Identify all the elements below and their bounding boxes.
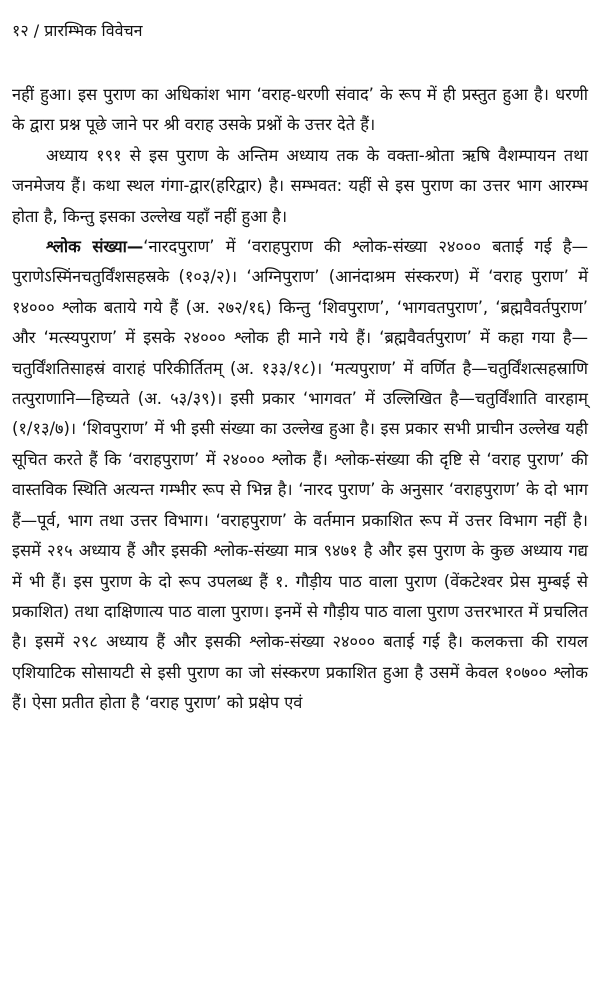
running-head: १२ / प्रारम्भिक विवेचन [12,21,143,40]
section-heading: श्लोक संख्या— [46,237,144,257]
paragraph-shloka-sankhya [12,232,588,719]
paragraph-continuation: नहीं हुआ। इस पुराण का अधिकांश भाग ‘वराह-धरणी संवाद’ के रूप में ही प्रस्तुत हुआ है। धरणी के द्वारा प्रश्न पूछे जाने पर श्री वराह उसके प्रश्नों के उत्तर देते हैं। [12,85,588,135]
paragraph-adhyaya: अध्याय १९१ से इस पुराण के अन्तिम अध्याय तक के वक्ता-श्रोता ऋषि वैशम्पायन तथा जनमेजय हैं। कथा स्थल गंगा-द्वार(हरिद्वार) है। सम्भवत: यहीं से इस पुराण का उत्तर भाग आरम्भ होता है, किन्तु इसका उल्लेख यहाँ नहीं हुआ है। [12,145,588,226]
body-text [12,80,588,719]
paragraph-text: ‘नारदपुराण’ में ‘वराहपुराण की श्लोक-संख्या २४००० बताई गई है—पुराणेऽस्मिंनचतुर्विंशसहस्रके (१०३/२)। ‘अग्निपुराण’ (आनंदाश्रम संस्करण) में ‘वराह पुराण’ में १४००० श्लोक बताये गये हैं (अ. २७२/१६) किन्तु ‘शिवपुराण’, ‘भागवतपुराण’, ‘ब्रह्मवैवर्तपुराण’ और ‘मत्स्यपुराण’ में इसके २४००० श्लोक ही माने गये हैं। ‘ब्रह्मवैवर्तपुराण’ में कहा गया है—चतुर्विंशतिसाहस्रं वाराहं परिकीर्तितम् (अ. १३३/१८)। ‘मत्यपुराण’ में वर्णित है—चतुर्विंशत्सहस्राणि तत्पुराणानि—हिच्यते (अ. ५३/३९)। इसी प्रकार ‘भागवत’ में उल्लिखित है—चतुर्विंशाति वारहाम् (१/१३/७)। ‘शिवपुराण’ में भी इसी संख्या का उल्लेख हुआ है। इस प्रकार सभी प्राचीन उल्लेख यही सूचित करते हैं कि ‘वराहपुराण’ में २४००० श्लोक हैं। श्लोक-संख्या की दृष्टि से ‘वराह पुराण’ की वास्तविक स्थिति अत्यन्त गम्भीर रूप से भिन्न है। ‘नारद पुराण’ के अनुसार ‘वराहपुराण’ के दो भाग हैं—पूर्व, भाग तथा उत्तर विभाग। ‘वराहपुराण’ के वर्तमान प्रकाशित रूप में उत्तर विभाग नहीं है। इसमें २१५ अध्याय हैं और इसकी श्लोक-संख्या मात्र ९४७१ है और इस पुराण के कुछ अध्याय गद्य में भी हैं। इस पुराण के दो रूप उपलब्ध हैं १. गौड़ीय पाठ वाला पुराण (वेंकटेश्वर प्रेस मुम्बई से प्रकाशित) तथा दाक्षिणात्य पाठ वाला पुराण। इनमें से गौड़ीय पाठ वाला पुराण उत्तरभारत में प्रचलित है। इसमें २९८ अध्याय हैं और इसकी श्लोक-संख्या २४००० बताई गई है। कलकत्ता की रायल एशियाटिक सोसायटी से इसी पुराण का जो संस्करण प्रकाशित हुआ है उसमें केवल १०७०० श्लोक हैं। ऐसा प्रतीत होता है ‘वराह पुराण’ को प्रक्षेप एवं [12,237,588,713]
